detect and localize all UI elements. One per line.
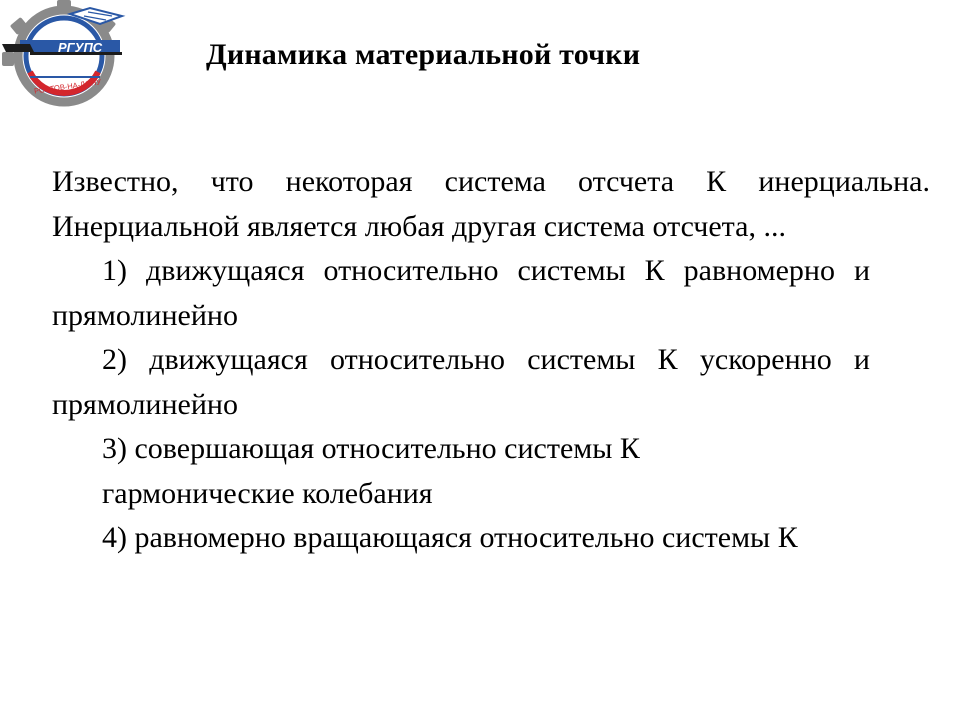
question-text: Известно, что некоторая система отсчета К инерциальна. Инерциальной является любая другая система отсчета, ... xyxy=(52,165,930,243)
university-logo xyxy=(0,0,130,110)
answer-option-3 xyxy=(52,427,930,516)
question-block xyxy=(52,160,930,561)
answer-option-1: 1) движущаяся относительно системы К равномерно и прямолинейно xyxy=(52,254,870,332)
answer-option-4: 4) равномерно вращающаяся относительно системы К xyxy=(102,521,798,554)
answer-option-3-line-1: 3) совершающая относительно системы К xyxy=(102,432,640,465)
answer-option-2: 2) движущаяся относительно системы К ускоренно и прямолинейно xyxy=(52,343,870,421)
logo-city: РОСТОВ-НА-ДОНУ xyxy=(33,77,102,96)
slide-title: Динамика материальной точки xyxy=(206,38,641,71)
logo-abbreviation: РГУПС xyxy=(58,40,103,55)
answer-option-3-line-2: гармонические колебания xyxy=(102,476,433,510)
university-logo-text xyxy=(0,0,130,110)
